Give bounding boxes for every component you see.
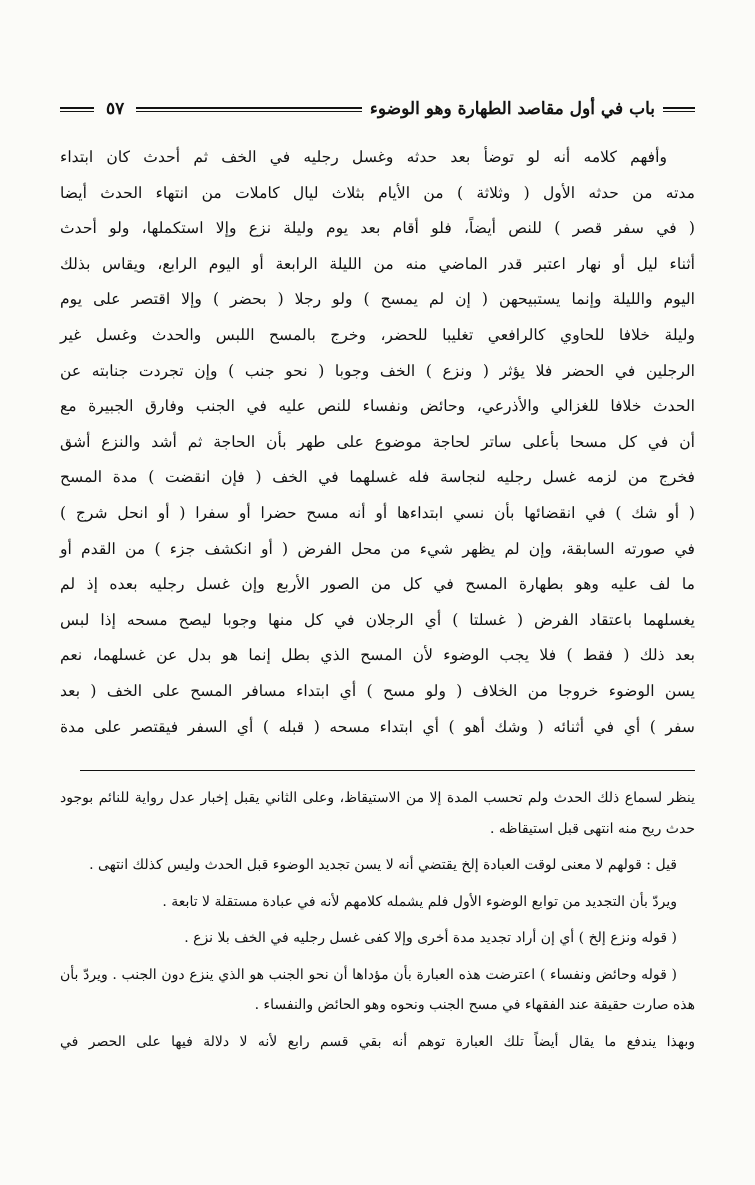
text-line: الحدث خلافا للغزالي والأذرعي، وحائض ونفساء للنص عليه في الجنب وفارق الجبيرة مع [60,397,695,416]
footnote: ( قوله ونزع إلخ ) أي إن أراد تجديد مدة أخرى وإلا كفى غسل رجليه في الخف بلا نزع . [184,930,677,946]
footnote: وبهذا يندفع ما يقال أيضاً تلك العبارة توهم أنه بقي قسم رابع لأنه لا دلالة فيها على الحصر في [60,1033,695,1050]
chapter-title: باب في أول مقاصد الطهارة وهو الوضوء [369,99,655,119]
footnote: ينظر لسماع ذلك الحدث ولم تحسب المدة إلا من الاستيقاظ، وعلى الثاني يقبل إخبار عدل رواية للنائم بوجود حدث ريح منه انتهى قبل استيقاظه . [60,790,695,837]
page-number: ٥٧ [106,99,125,119]
text-line: ما لف عليه وهو بطهارة المسح في كل من الصور الأربع وإن غسل رجليه بعده إذ لم [60,575,695,594]
text-line: وليلة خلافا للحاوي كالرافعي تغليبا للحضر، وخرج بالمسح اللبس والحدث وغسل غير [60,325,695,344]
footnote: قيل : قولهم لا معنى لوقت العبادة إلخ يقتضي أنه لا يسن تجديد الوضوء قبل الحدث وليس كذلك انتهى . [89,857,677,873]
main-text [60,140,695,745]
text-line: يسن الوضوء خروجا من الخلاف ( ولو مسح ) أي ابتداء مسافر المسح على الخف ( بعد [60,681,695,700]
header-rule-right [663,107,695,112]
header-rule-left [60,107,94,112]
text-line: يغسلهما باعتقاد الفرض ( غسلتا ) أي الرجلان في كل منها وجوبا ليصح مسحه إذا لبس [60,610,695,629]
footnote: ( قوله وحائض ونفساء ) اعترضت هذه العبارة بأن مؤداها أن نحو الجنب هو الذي ينزع دون الجنب . ويردّ بأن هذه صارت حقيقة عند الفقهاء في مسح الجنب ونحوه وهو الحائض والنفساء . [60,966,695,1013]
text-line: بعد ذلك ( فقط ) فلا يجب الوضوء لأن المسح الذي بطل إنما هو بدل عن غسلهما، نعم [60,646,695,665]
text-line: ( أو شك ) في انقضائها بأن نسي ابتداءها أو أنه مسح حضرا أو سفرا ( أو انحل شرج ) [60,503,695,522]
text-line: أثناء ليل أو نهار اعتبر قدر الماضي منه من الليلة الرابعة أو اليوم الرابع، ويقاس بذلك [60,254,695,273]
footnote: ويردّ بأن التجديد من توابع الوضوء الأول فلم يشمله كلامهم لأنه في عبادة مستقلة لا تابعة . [162,893,677,910]
footnotes [60,783,695,1057]
header-rule-middle [136,107,362,112]
text-line: ( في سفر قصر ) للنص أيضاً، فلو أقام بعد يوم وليلة نزع وإلا استكملها، ولو أحدث [60,219,695,238]
text-line: مدته من حدثه الأول ( وثلاثة ) من الأيام بثلاث ليال كاملات من انتهاء الحدث أيضا [60,183,695,202]
text-line: اليوم والليلة وإنما يستبيحهن ( إن لم يمسح ) ولو رجلا ( بحضر ) وإلا اقتصر على يوم [60,290,695,309]
footnote-separator [80,770,695,771]
text-line: أن في كل مسحا بأعلى ساتر لحاجة موضوع على طهر بأن الحاجة ثم أشد والنزع أشق [60,432,695,451]
text-line: في صورته السابقة، وإن لم يظهر شيء من محل الفرض ( أو انكشف جزء ) من القدم أو [60,539,695,558]
text-line: سفر ) أي في أثنائه ( وشك أهو ) أي ابتداء مسحه ( قبله ) أي السفر فيقتصر على مدة [60,717,695,736]
text-line: فخرج من لزمه غسل رجليه لنجاسة فله غسلهما في الخف ( فإن انقضت ) مدة المسح [60,468,695,487]
text-line: الرجلين في الحضر فلا يؤثر ( ونزع ) الخف وجوبا ( نحو جنب ) وإن تجردت جنابته عن [60,361,695,380]
page-header [60,92,695,126]
text-line: وأفهم كلامه أنه لو توضأ بعد حدثه وغسل رجليه في الخف ثم أحدث كان ابتداء [60,148,667,166]
